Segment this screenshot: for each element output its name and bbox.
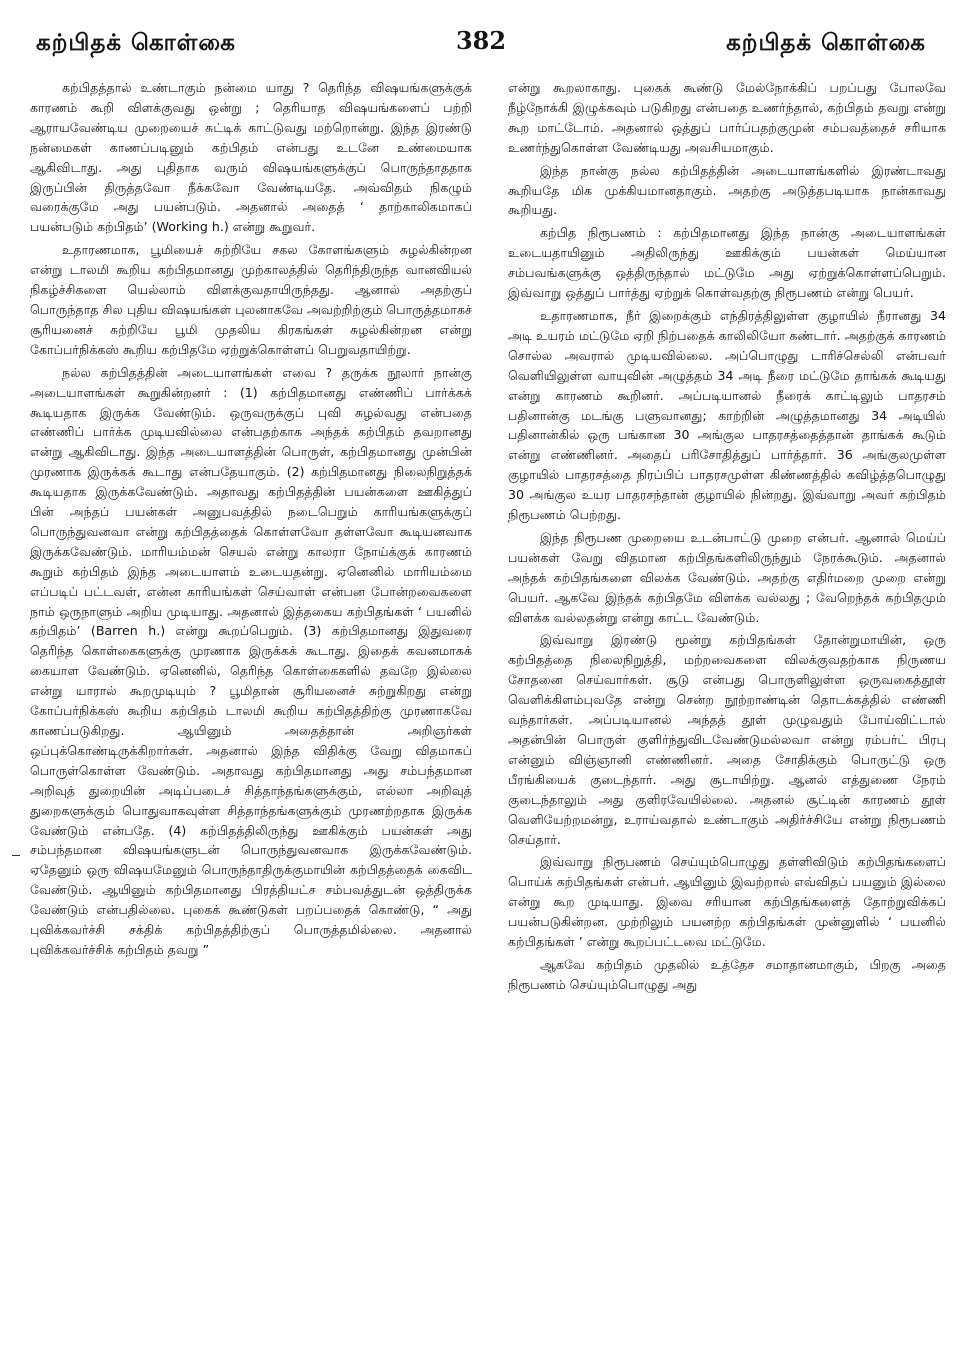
paragraph: என்று கூறலாகாது. புகைக் கூண்டு மேல்நோக்கிப் பறப்பது போலவே நீழ்நோக்கி இழுக்கவும் படுகிறது என்பதை உணர்ந்தால், கற்பிதம் தவறு என்று கூற மாட்டோம். அதனால் ஒத்துப் பார்ப்பதற்குமுன் சம்பவத்தைச் சரியாக உணர்ந்துகொள்ள வேண்டியது அவசியமாகும்.: [508, 80, 946, 155]
running-title-right: கற்பிதக் கொள்கை: [726, 29, 926, 56]
paragraph: ஆகவே கற்பிதம் முதலில் உத்தேச சமாதானமாகும், பிறகு அதை நிரூபணம் செய்யும்பொழுது அது: [508, 956, 946, 992]
right-column: [508, 78, 946, 1356]
left-column: [30, 78, 472, 1356]
paragraph: உதாரணமாக, நீர் இறைக்கும் எந்திரத்திலுள்ள குழாயில் நீரானது 34 அடி உயரம் மட்டுமே ஏறி நிற்பதைக் காலிலியோ கண்டார். அதற்குக் காரணம் சொல்ல அவரால் முடியவில்லை. அப்பொழுது டாரிச்செல்லி என்பவர் வெளியிலுள்ள வாயுவின் அழுத்தம் 34 அடி நீரை மட்டுமே தாங்கக் கூடியது என்று காரணம் கூறினர். அப்படியானல் நீரைக் காட்டிலும் பாதரசம் பதினான்கு மடங்கு பளுவானது; காற்றின் அழுத்தமானது 34 அடியில் பதினான்கில் ஒரு பங்கான 30 அங்குல பாதரசத்தைத்தான் தாங்கக் கூடும் என்று எண்ணினர். அதைப் பரிசோதித்துப் பார்த்தார். 36 அங்குலமுள்ள குழாயில் பாதரசத்தை நிரப்பிப் பாதரசமுள்ள கிண்ணத்தில் கவிழ்த்தபொழுது 30 அங்குல உயர பாதரசந்தான் குழாயில் நின்றது. இவ்வாறு அவர் கற்பிதம் நிரூபணம் பெற்றது.: [508, 307, 946, 523]
paragraph: நல்ல கற்பிதத்தின் அடையாளங்கள் எவை ? தருக்க நூலார் நான்கு அடையாளங்கள் கூறுகின்றனர் : (1) கற்பிதமானது எண்ணிப் பார்க்கக் கூடியதாக இருக்க வேண்டும். ஒருவருக்குப் புவி சுழல்வது என்பதை எண்ணிப் பார்க்க முடியவில்லை என்பதற்காக அந்தக் கற்பிதம் தவறானது என்று ஆகிவிடாது. இந்த அடையாளத்தின் பொருள், கற்பிதமானது முன்பின் முரணாக இருக்கக் கூடாது என்பதேயாகும். (2) கற்பிதமானது நிலைநிறுத்தக் கூடியதாக இருக்கவேண்டும். அதாவது கற்பிதத்தின் பயன்களை ஊகித்துப் பின் அந்தப் பயன்கள் அனுபவத்தில் நடைபெறும் காரியங்களுக்குப் பொருந்துவனவா என்று கற்பிதத்தைக் கொள்ளவோ தள்ளவோ கூடியனவாக இருக்கவேண்டும். மாரியம்மன் செயல் என்று காலரா நோய்க்குக் காரணம் கூறும் கற்பிதம் இந்த அடையாளம் உடையதன்று. ஏனெனில் மாரியம்மை எப்படிப் பட்டவள், என்ன காரியங்கள் செய்வாள் என்பன போன்றவைகளை நாம் ஒருநாளும் அறிய முடியாது. அதனால் இத்தகைய கற்பிதங்கள் ‘ பயனில் கற்பிதம்’ (Barren h.) என்று கூறப்பெறும். (3) கற்பிதமானது இதுவரை தெரிந்த கொள்கைகளுக்கு முரணாக இருக்கக் கூடாது. இதைக் கவனமாகக் கையாள வேண்டும். ஏனெனில், தெரிந்த கொள்கைகளில் தவறே இல்லை என்று யாரால் கூறமுடியும் ? பூமிதான் சூரியனைச் சுற்றுகிறது என்று கோப்பர்நிக்கஸ் கூறிய கற்பிதம் டாலமி கூறிய கற்பிதத்திற்கு முரணாகவே காணப்படுகிறது. ஆயினும் அதைத்தான் அறிஞர்கள் ஒப்புக்கொண்டிருக்கிறார்கள். அதனால் இந்த விதிக்கு வேறு விதமாகப் பொருள்கொள்ள வேண்டும். அதாவது கற்பிதமானது அது சம்பந்தமான அறிவுத் துறையின் அடிப்படைச் சித்தாந்தங்களுக்கும், எல்லா அறிவுத் துறைகளுக்கும் பொதுவாகவுள்ள சித்தாந்தங்களுக்கும் முரணற்றதாக இருக்க வேண்டும் என்பதே. (4) கற்பிதத்திலிருந்து ஊகிக்கும் பயன்கள் அது சம்பந்தமான விஷயங்களுடன் பொருந்துவனவாக இருக்கவேண்டும். ஏதேனும் ஒரு விஷயமேனும் பொருந்தாதிருக்குமாயின் கற்பிதத்தைக் கைவிட வேண்டும். ஆயினும் கற்பிதமானது பிரத்தியட்ச சம்பவத்துடன் ஒத்திருக்க வேண்டும் என்பதில்லை. புகைக் கூண்டுகள் பறப்பதைக் கொண்டு, “ அது புவிக்கவர்ச்சி சக்திக் கற்பிதத்திற்குப் பொருத்தமில்லை. அதனால் புவிக்கவர்ச்சிக் கற்பிதம் தவறு ”: [30, 364, 472, 957]
paragraph: இவ்வாறு நிரூபணம் செய்யும்பொழுது தள்ளிவிடும் கற்பிதங்களைப் பொய்க் கற்பிதங்கள் என்பர். ஆயினும் இவற்றால் எவ்விதப் பயனும் இல்லை என்று கூற முடியாது. இவை சரியான கற்பிதங்களைத் தோற்றுவிக்கப் பயன்படுகின்றன. முற்றிலும் பயனற்ற கற்பிதங்கள் முன்னுளில் ‘ பயனில் கற்பிதங்கள் ’ என்று கூறப்பட்டவை மட்டுமே.: [508, 854, 946, 950]
running-header: [36, 24, 926, 64]
running-title-left: கற்பிதக் கொள்கை: [36, 29, 236, 56]
paragraph: இந்த நிரூபண முறையை உடன்பாட்டு முறை என்பர். ஆனால் மெய்ப் பயன்கள் வேறு விதமான கற்பிதங்களிலிருந்தும் நேரக்கூடும். அதனால் அந்தக் கற்பிதங்களை விலக்க வேண்டும். அதற்கு எதிர்மறை முறை என்று பெயர். ஆகவே இந்தக் கற்பிதமே விளக்க வல்லது ; வேறெந்தக் கற்பிதமும் விளக்க வல்லதன்று என்று காட்ட வேண்டும்.: [508, 529, 946, 625]
paragraph: கற்பிதத்தால் உண்டாகும் நன்மை யாது ? தெரிந்த விஷயங்களுக்குக் காரணம் கூறி விளக்குவது ஒன்று ; தெரியாத விஷயங்களைப் பற்றி ஆராயவேண்டிய முறையைச் சுட்டிக் காட்டுவது மற்றொன்று. இந்த இரண்டு நன்மைகள் காணப்படினும் கற்பிதம் என்பது உடனே உண்மையாக ஆகிவிடாது. அது புதிதாக வரும் விஷயங்களுக்குப் பொருந்தாததாக இருப்பின் திருத்தவோ நீக்கவோ வேண்டியதே. அவ்விதம் நிகழும் வரைக்குமே அது பயன்படும். அதனால் அதைத் ‘ தாற்காலிகமாகப் பயன்படும் கற்பிதம்’ (Working h.) என்று கூறுவர்.: [30, 80, 472, 235]
page-number: 382: [455, 26, 507, 55]
paragraph: இவ்வாறு இரண்டு மூன்று கற்பிதங்கள் தோன்றுமாயின், ஒரு கற்பிதத்தை நிலைநிறுத்தி, மற்றவைகளை விலக்குவதற்காக நிருணய சோதனை செய்வார்கள். சூடு என்பது பொருளிலுள்ள ஒருவகைத்தூள் வெளிக்கிளம்புவதே என்று சென்ற நூற்றாண்டின் தொடக்கத்தில் எண்ணி வந்தார்கள். அப்படியானல் அந்தத் தூள் முழுவதும் போய்விட்டால் அதன்பின் பொருள் குளிர்ந்துவிடவேண்டுமல்லவா என்று ரம்பர்ட் பிரபு என்னும் விஞ்ஞானி எண்ணினர். அதை சோதிக்கும் பொருட்டு ஒரு பீரங்கியைக் குடைந்தார். அது சூடாயிற்று. ஆனல் எத்துணை நேரம் குடைந்தாலும் அது குளிரவேயில்லை. அதனல் சூட்டின் காரணம் தூள் வெளியேற்றமன்று, உராய்வதால் உண்டாகும் அதிர்ச்சியே என்று நிரூபணம் செய்தார்.: [508, 632, 946, 847]
paragraph: கற்பித நிரூபணம் : கற்பிதமானது இந்த நான்கு அடையாளங்கள் உடையதாயினும் அதிலிருந்து ஊகிக்கும் பயன்கள் மெய்யான சம்பவங்களுக்கு ஒத்திருந்தால் மட்டுமே அது ஏற்றுக்கொள்ளப்பெறும். இவ்வாறு ஒத்துப் பார்த்து ஏற்றுக் கொள்வதற்கு நிரூபணம் என்று பெயர்.: [508, 225, 946, 301]
paragraph: உதாரணமாக, பூமியைச் சுற்றியே சகல கோளங்களும் சுழல்கின்றன என்று டாலமி கூறிய கற்பிதமானது முற்காலத்தில் தெரிந்திருந்த வானவியல் நிகழ்ச்சிகளை யெல்லாம் விளக்குவதாயிருந்தது. ஆனால் அதற்குப் பொருந்தாத சில புதிய விஷயங்கள் புலனாகவே அவற்றிற்கும் பொருத்தமாகச் சூரியனைச் சுற்றியே பூமி முதலிய கிரகங்கள் சுழல்கின்றன என்று கோப்பர்நிக்கஸ் கூறிய கற்பிதமே ஏற்றுக்கொள்ளப் பெறுவதாயிற்று.: [30, 242, 472, 357]
margin-mark: [12, 855, 20, 856]
paragraph: இந்த நான்கு நல்ல கற்பிதத்தின் அடையாளங்களில் இரண்டாவது கூறியதே மிக முக்கியமானதாகும். அதற்கு அடுத்தபடியாக நான்காவது கூறியது.: [508, 162, 946, 218]
